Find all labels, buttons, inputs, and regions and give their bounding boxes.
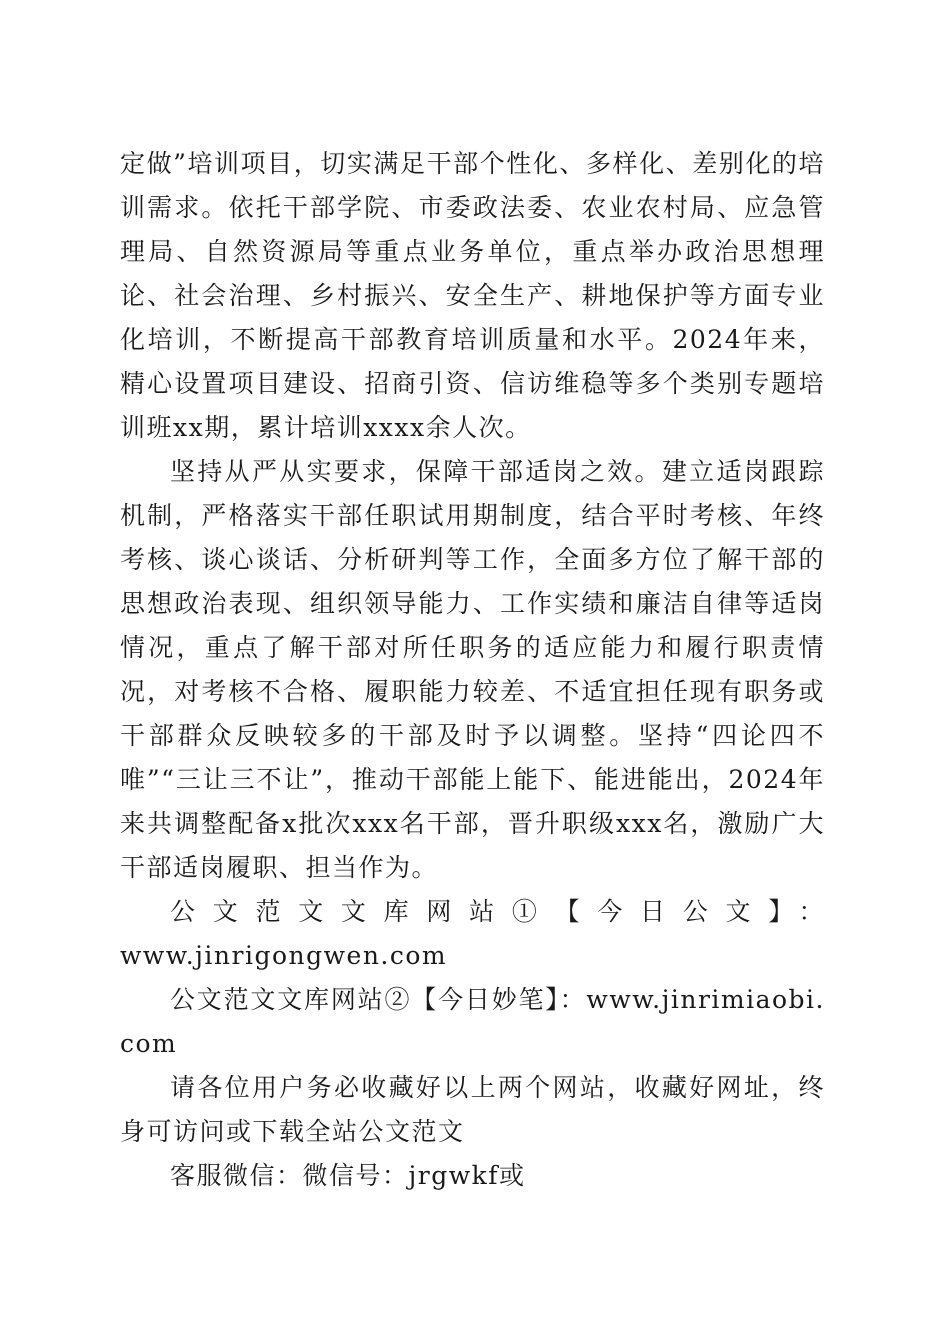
paragraph-training-projects: 定做”培训项目，切实满足干部个性化、多样化、差别化的培训需求。依托干部学院、市委政法委、农业农村局、应急管理局、自然资源局等重点业务单位，重点举办政治思想理论、社会治理、乡村振兴、安全生产、耕地保护等方面专业化培训，不断提高干部教育培训质量和水平。2024年来，精心设置项目建设、招商引资、信访维稳等多个类别专题培训班xx期，累计培训xxxx余人次。 xyxy=(120,149,825,442)
customer-service-wechat: 客服微信：微信号：jrgwkf或 xyxy=(170,1161,526,1190)
paragraph-post-adaptation: 坚持从严从实要求，保障干部适岗之效。建立适岗跟踪机制，严格落实干部任职试用期制度，结合平时考核、年终考核、谈心谈话、分析研判等工作，全面多方位了解干部的思想政治表现、组织领导能力、工作实绩和廉洁自律等适岗情况，重点了解干部对所任职务的适应能力和履行职责情况，对考核不合格、履职能力较差、不适宜担任现有职务或干部群众反映较多的干部及时予以调整。坚持“四论四不唯”“三让三不让”，推动干部能上能下、能进能出，2024年来共调整配备x批次xxx名干部，晋升职级xxx名，激励广大干部适岗履职、担当作为。 xyxy=(120,457,825,882)
website-2-line: 公文范文文库网站②【今日妙笔】：www.jinrimiaobi.com xyxy=(120,985,825,1058)
document-body xyxy=(120,142,825,1198)
website-1-url: www.jinrigongwen.com xyxy=(120,941,448,970)
bookmark-notice: 请各位用户务必收藏好以上两个网站，收藏好网址，终身可访问或下载全站公文范文 xyxy=(120,1073,825,1146)
website-1-label: 公文范文文库网站①【今日公文】： xyxy=(170,897,825,926)
